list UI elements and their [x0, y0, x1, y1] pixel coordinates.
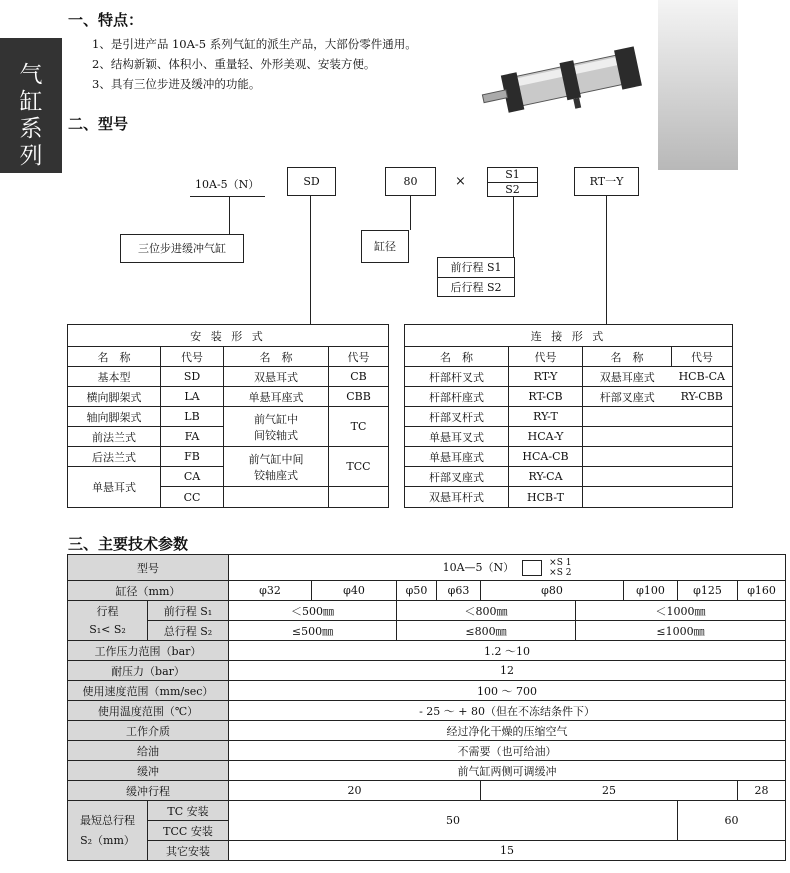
cell-two-line — [224, 447, 329, 487]
cell: 双悬耳座式 — [583, 367, 672, 387]
col-header: 名 称 — [583, 347, 672, 367]
cell: 双悬耳式 — [224, 367, 329, 387]
row-label: TCC 安装 — [148, 821, 229, 841]
cell: 轴向脚架式 — [68, 407, 161, 427]
cell — [583, 447, 733, 467]
stroke-top: S1 — [488, 168, 537, 183]
prefix-underline — [190, 196, 265, 197]
row-label: 其它安装 — [148, 841, 229, 861]
col-header: 名 称 — [405, 347, 509, 367]
front-stroke-desc: 前行程 S1 — [438, 258, 514, 278]
cell — [583, 407, 733, 427]
mount-table-title: 安 装 形 式 — [68, 325, 389, 347]
cell — [224, 487, 329, 508]
cell — [583, 487, 733, 508]
value-cell: ＜800㎜ — [397, 601, 576, 621]
model-heading: 二、型号 — [68, 115, 129, 133]
cell-two-line — [224, 407, 329, 447]
side-char: 缸 — [19, 89, 43, 115]
cell: 双悬耳杆式 — [405, 487, 509, 508]
cell: 单悬耳叉式 — [405, 427, 509, 447]
cell-line: 前气缸中间 — [248, 452, 304, 466]
bore-code-box: 80 — [385, 167, 436, 196]
row-label: 前行程 S₁ — [148, 601, 229, 621]
cell: HCA-Y — [509, 427, 583, 447]
cell-line: 前气缸中 — [254, 412, 298, 426]
col-header: 代号 — [509, 347, 583, 367]
cell: CB — [329, 367, 389, 387]
col-header: 代号 — [161, 347, 224, 367]
bore-cell: φ40 — [312, 581, 397, 601]
stroke-desc-box — [437, 257, 515, 297]
rod-table-title: 连 接 形 式 — [405, 325, 733, 347]
cell: RT-Y — [509, 367, 583, 387]
stroke-bottom: S2 — [505, 183, 520, 196]
cell: 杆部叉座式 — [583, 387, 672, 407]
cell: LB — [161, 407, 224, 427]
value-cell: 25 — [481, 781, 738, 801]
feature-item: 2、结构新颖、体积小、重量轻、外形美观、安装方便。 — [92, 57, 376, 71]
model-blank-box — [522, 560, 542, 576]
value-cell: ＜500㎜ — [229, 601, 397, 621]
model-value: 10A—5（N） — [442, 560, 515, 574]
mount-code-box: SD — [287, 167, 336, 196]
cell: RT-CB — [509, 387, 583, 407]
connector-line — [410, 196, 411, 230]
value-cell: 1.2 ～10 — [229, 641, 786, 661]
cell: RY-T — [509, 407, 583, 427]
cell: CC — [161, 487, 224, 508]
stroke-sub: S₁< S₂ — [89, 622, 126, 636]
value-cell: 15 — [229, 841, 786, 861]
stroke-group-label — [68, 601, 148, 641]
connector-line — [606, 196, 607, 325]
col-header: 代号 — [329, 347, 389, 367]
cell: 单悬耳座式 — [224, 387, 329, 407]
row-label: 型号 — [68, 555, 229, 581]
col-header: 名 称 — [68, 347, 161, 367]
cell: 单悬耳式 — [68, 467, 161, 508]
type-desc-box: 三位步进缓冲气缸 — [120, 234, 244, 263]
row-label: 使用温度范围（℃） — [68, 701, 229, 721]
value-cell: 50 — [229, 801, 678, 841]
side-char: 列 — [19, 143, 43, 169]
bore-cell: φ50 — [397, 581, 437, 601]
model-prefix: 10A-5（N） — [195, 178, 260, 191]
bore-cell: φ80 — [481, 581, 624, 601]
cell-line: 铰轴座式 — [254, 468, 298, 482]
cell — [329, 487, 389, 508]
row-label: 使用速度范围（mm/sec） — [68, 681, 229, 701]
cell: TC — [329, 407, 389, 447]
rod-connection-table — [404, 324, 733, 508]
row-label: 缸径（mm） — [68, 581, 229, 601]
value-cell: 前气缸两侧可调缓冲 — [229, 761, 786, 781]
model-s1: ×S 1 — [549, 557, 572, 568]
cell: 杆部叉杆式 — [405, 407, 509, 427]
model-s2: ×S 2 — [549, 567, 572, 578]
cell: CBB — [329, 387, 389, 407]
value-cell: ＜1000㎜ — [576, 601, 786, 621]
cell: 横向脚架式 — [68, 387, 161, 407]
cell: 后法兰式 — [68, 447, 161, 467]
value-cell: 经过净化干燥的压缩空气 — [229, 721, 786, 741]
cell: HCA-CB — [509, 447, 583, 467]
bore-desc-box: 缸径 — [361, 230, 409, 263]
side-char: 气 — [19, 62, 43, 88]
stroke-label: 行程 — [96, 604, 119, 618]
row-label: TC 安装 — [148, 801, 229, 821]
value-cell: ≤800㎜ — [397, 621, 576, 641]
value-cell: 28 — [738, 781, 786, 801]
row-label: 给油 — [68, 741, 229, 761]
row-label: 总行程 S₂ — [148, 621, 229, 641]
row-label: 缓冲 — [68, 761, 229, 781]
col-header: 名 称 — [224, 347, 329, 367]
cell: 杆部杆叉式 — [405, 367, 509, 387]
cell: 基本型 — [68, 367, 161, 387]
cell: 单悬耳座式 — [405, 447, 509, 467]
value-cell: 60 — [678, 801, 786, 841]
model-value-cell — [229, 555, 786, 581]
min-stroke-group-label — [68, 801, 148, 861]
value-cell: 不需要（也可给油） — [229, 741, 786, 761]
cell: CA — [161, 467, 224, 487]
value-cell: ≤500㎜ — [229, 621, 397, 641]
bore-cell: φ160 — [738, 581, 786, 601]
cell: 前法兰式 — [68, 427, 161, 447]
header-gradient-band — [658, 0, 738, 170]
connector-line — [513, 197, 514, 257]
cell: RY-CA — [509, 467, 583, 487]
cell: LA — [161, 387, 224, 407]
row-label: 工作压力范围（bar） — [68, 641, 229, 661]
cell: TCC — [329, 447, 389, 487]
cell: FB — [161, 447, 224, 467]
min-stroke-unit: S₂（mm） — [80, 833, 135, 847]
row-label: 耐压力（bar） — [68, 661, 229, 681]
rod-code-box: RT一Y — [574, 167, 639, 196]
spec-table — [67, 554, 786, 861]
row-label: 工作介质 — [68, 721, 229, 741]
col-header: 代号 — [672, 347, 733, 367]
mount-table — [67, 324, 389, 508]
bore-cell: φ63 — [437, 581, 481, 601]
cell: SD — [161, 367, 224, 387]
cell — [583, 427, 733, 447]
min-stroke-label: 最短总行程 — [80, 813, 135, 827]
cylinder-product-image — [478, 44, 656, 124]
stroke-code-box — [487, 167, 538, 197]
cell: FA — [161, 427, 224, 447]
value-cell: 20 — [229, 781, 481, 801]
cell: 杆部叉座式 — [405, 467, 509, 487]
cell: 杆部杆座式 — [405, 387, 509, 407]
cell: RY-CBB — [672, 387, 733, 407]
feature-item: 3、具有三位步进及缓冲的功能。 — [92, 77, 261, 91]
cell — [583, 467, 733, 487]
specs-heading: 三、主要技术参数 — [68, 535, 189, 553]
cell: HCB-CA — [672, 367, 733, 387]
side-char: 系 — [19, 116, 43, 142]
features-heading: 一、特点： — [68, 11, 144, 29]
cell-line: 间铰轴式 — [254, 428, 298, 442]
value-cell: 100 ～ 700 — [229, 681, 786, 701]
connector-line — [310, 196, 311, 325]
series-side-tab — [0, 38, 62, 173]
row-label: 缓冲行程 — [68, 781, 229, 801]
bore-cell: φ100 — [624, 581, 678, 601]
cell: HCB-T — [509, 487, 583, 508]
times-sign: × — [455, 174, 466, 189]
value-cell: - 25 ～ + 80（但在不冻结条件下） — [229, 701, 786, 721]
connector-line — [229, 197, 230, 235]
bore-cell: φ125 — [678, 581, 738, 601]
bore-cell: φ32 — [229, 581, 312, 601]
back-stroke-desc: 后行程 S2 — [450, 281, 502, 294]
feature-item: 1、是引进产品 10A-5 系列气缸的派生产品，大部份零件通用。 — [92, 37, 417, 51]
value-cell: 12 — [229, 661, 786, 681]
value-cell: ≤1000㎜ — [576, 621, 786, 641]
